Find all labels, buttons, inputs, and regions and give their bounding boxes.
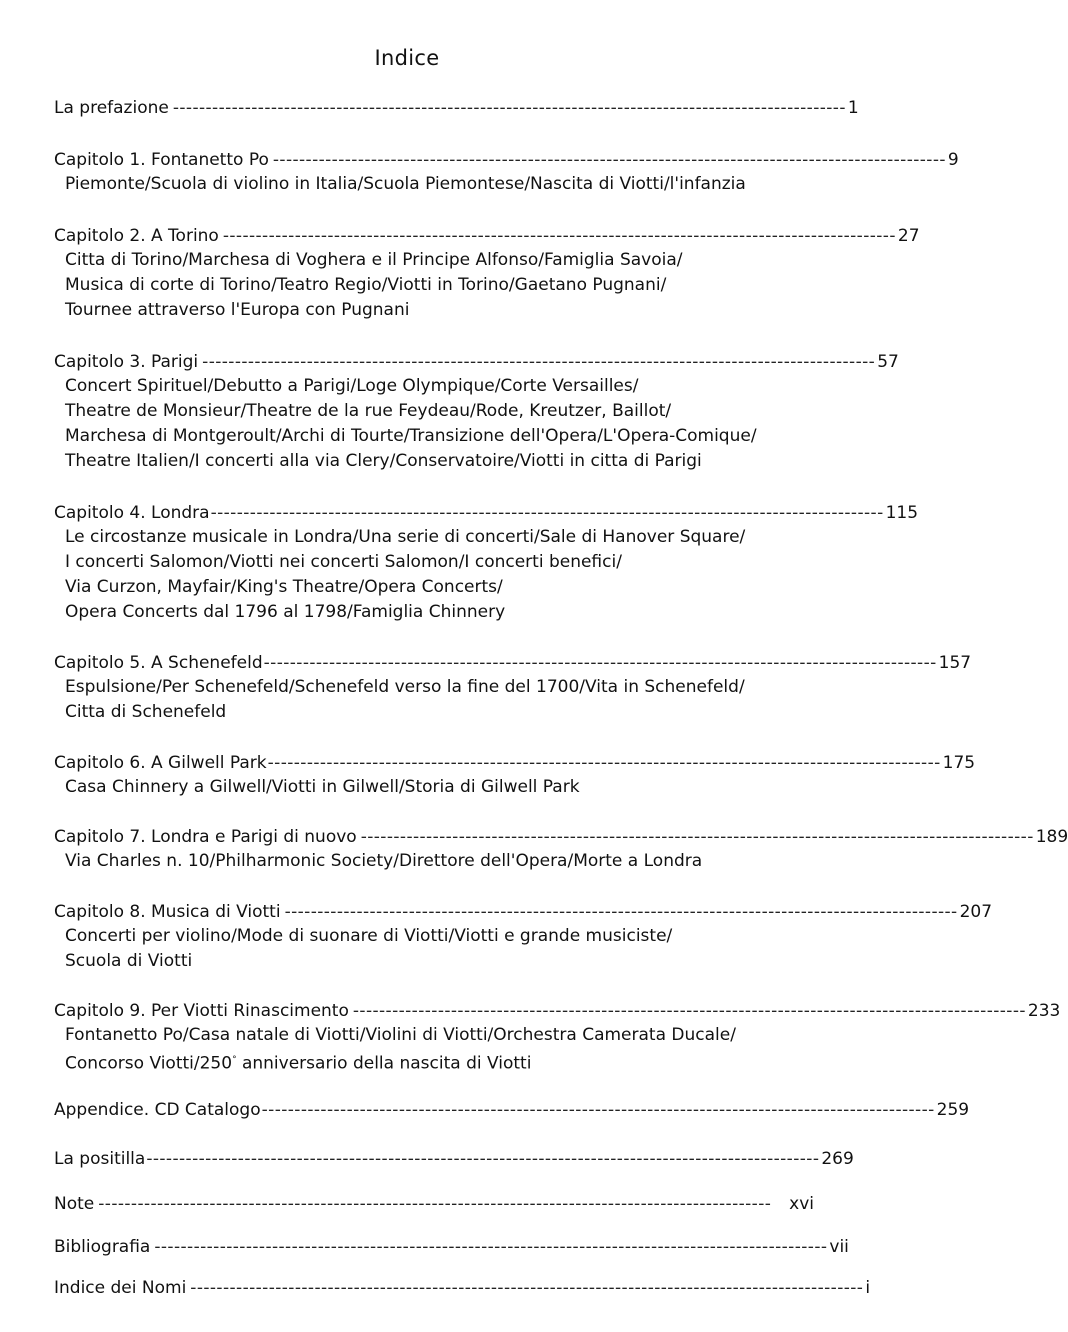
toc-entry-capitolo-7	[54, 825, 1068, 874]
toc-line	[54, 1147, 854, 1171]
dot-leader: -------------------------------------------------------------------------------------------------------	[263, 653, 937, 673]
topic-text: Concorso Viotti/250	[65, 1053, 233, 1074]
toc-page-number: 207	[959, 902, 993, 922]
toc-entry-positilla	[54, 1147, 854, 1171]
toc-topic-line: Concerti per violino/Mode di suonare di Viotti/Viotti e grande musiciste/	[65, 926, 673, 946]
toc-line	[54, 1235, 849, 1259]
toc-line	[54, 751, 976, 775]
toc-topic-line: Espulsione/Per Schenefeld/Schenefeld verso la fine del 1700/Vita in Schenefeld/	[65, 677, 745, 697]
toc-line	[54, 96, 859, 120]
toc-line	[54, 148, 959, 172]
toc-line	[54, 999, 1061, 1023]
toc-page-number: 259	[936, 1100, 970, 1120]
toc-entry-label: Bibliografia	[54, 1237, 151, 1257]
toc-entry-capitolo-6	[54, 751, 976, 800]
toc-entry-capitolo-3	[54, 350, 899, 474]
toc-page-number: 115	[885, 503, 919, 523]
dot-leader: -------------------------------------------------------------------------------------------------------	[261, 1100, 935, 1120]
page-title: Indice	[374, 46, 440, 70]
toc-line	[54, 1276, 871, 1300]
toc-topic-line: Via Curzon, Mayfair/King's Theatre/Opera Concerts/	[65, 577, 503, 597]
toc-entry-capitolo-8	[54, 900, 993, 974]
toc-entry-capitolo-2	[54, 224, 920, 323]
toc-page-number: xvi	[789, 1194, 814, 1214]
toc-topic-line: Piemonte/Scuola di violino in Italia/Scuola Piemontese/Nascita di Viotti/l'infanzia	[65, 174, 746, 194]
toc-entry-label: Capitolo 1. Fontanetto Po	[54, 150, 269, 170]
toc-entry-label: Capitolo 8. Musica di Viotti	[54, 902, 281, 922]
dot-leader: -------------------------------------------------------------------------------------------------------	[360, 827, 1034, 847]
toc-entry-label: Capitolo 9. Per Viotti Rinascimento	[54, 1001, 349, 1021]
toc-page-number: 189	[1035, 827, 1068, 847]
toc-topic-line: Citta di Schenefeld	[65, 702, 227, 722]
toc-topic-line: Concert Spirituel/Debutto a Parigi/Loge Olympique/Corte Versailles/	[65, 376, 639, 396]
toc-topic-line: Via Charles n. 10/Philharmonic Society/Direttore dell'Opera/Morte a Londra	[65, 851, 703, 871]
toc-page-number: 269	[821, 1149, 854, 1169]
toc-page-number: 1	[847, 98, 859, 118]
toc-page-number: 175	[942, 753, 976, 773]
toc-topic-line: Tournee attraverso l'Europa con Pugnani	[65, 300, 410, 320]
dot-leader: -------------------------------------------------------------------------------------------------------	[284, 902, 958, 922]
dot-leader: -------------------------------------------------------------------------------------------------------	[272, 150, 946, 170]
dot-leader: -------------------------------------------------------------------------------------------------------	[154, 1237, 828, 1257]
toc-entry-label: Capitolo 3. Parigi	[54, 352, 199, 372]
toc-topic-line: Theatre Italien/I concerti alla via Clery/Conservatoire/Viotti in citta di Parigi	[65, 451, 702, 471]
toc-entry-label: Capitolo 5. A Schenefeld	[54, 653, 263, 673]
toc-entry-label: Appendice. CD Catalogo	[54, 1100, 261, 1120]
toc-line	[54, 224, 920, 248]
toc-topic-line: Le circostanze musicale in Londra/Una serie di concerti/Sale di Hanover Square/	[65, 527, 746, 547]
toc-entry-label: Note	[54, 1194, 95, 1214]
toc-entry-appendice	[54, 1098, 970, 1122]
toc-entry-label: La prefazione	[54, 98, 169, 118]
dot-leader: -------------------------------------------------------------------------------------------------------	[202, 352, 876, 372]
dot-leader: -------------------------------------------------------------------------------------------------------	[210, 503, 884, 523]
toc-topic-line: I concerti Salomon/Viotti nei concerti Salomon/I concerti benefici/	[65, 552, 622, 572]
toc-line	[54, 651, 972, 675]
toc-entry-label: Capitolo 7. Londra e Parigi di nuovo	[54, 827, 357, 847]
toc-entry-bibliografia	[54, 1235, 849, 1259]
toc-line	[54, 900, 993, 924]
toc-topic-line: Scuola di Viotti	[65, 951, 193, 971]
toc-line	[54, 1098, 970, 1122]
toc-entry-label: La positilla	[54, 1149, 146, 1169]
dot-leader: -------------------------------------------------------------------------------------------------------	[146, 1149, 820, 1169]
toc-topic-line: Citta di Torino/Marchesa di Voghera e il Principe Alfonso/Famiglia Savoia/	[65, 250, 683, 270]
toc-topic-line: Casa Chinnery a Gilwell/Viotti in Gilwell/Storia di Gilwell Park	[65, 777, 580, 797]
dot-leader: -------------------------------------------------------------------------------------------------------	[222, 226, 896, 246]
toc-line	[54, 501, 919, 525]
toc-page-number: 157	[938, 653, 972, 673]
toc-topic-line: Marchesa di Montgeroult/Archi di Tourte/Transizione dell'Opera/L'Opera-Comique/	[65, 426, 757, 446]
toc-entry-capitolo-5	[54, 651, 972, 725]
toc-page-number: 27	[897, 226, 920, 246]
toc-page-number: 233	[1027, 1001, 1061, 1021]
toc-topic-line	[65, 1048, 814, 1077]
toc-entry-label: Indice dei Nomi	[54, 1278, 187, 1298]
toc-entry-note	[54, 1192, 814, 1216]
dot-leader: -------------------------------------------------------------------------------------------------------	[172, 98, 846, 118]
toc-line	[54, 350, 899, 374]
toc-entry-label: Capitolo 6. A Gilwell Park	[54, 753, 267, 773]
toc-topic-line: Opera Concerts dal 1796 al 1798/Famiglia Chinnery	[65, 602, 506, 622]
toc-entry-capitolo-9	[54, 999, 1061, 1077]
toc-page-number: vii	[829, 1237, 849, 1257]
toc-topic-line: Fontanetto Po/Casa natale di Viotti/Violini di Viotti/Orchestra Camerata Ducale/	[65, 1025, 736, 1045]
toc-line	[54, 1192, 814, 1216]
toc-entry-label: Capitolo 2. A Torino	[54, 226, 219, 246]
toc-entry-label: Capitolo 4. Londra	[54, 503, 210, 523]
toc-entry-capitolo-4	[54, 501, 919, 625]
dot-leader: -------------------------------------------------------------------------------------------------------	[190, 1278, 864, 1298]
toc-page-number: i	[865, 1278, 871, 1298]
dot-leader: -------------------------------------------------------------------------------------------------------	[352, 1001, 1026, 1021]
topic-text: anniversario della nascita di Viotti	[236, 1053, 532, 1074]
toc-line	[54, 825, 1068, 849]
toc-page-number: 9	[947, 150, 959, 170]
toc-entry-prefazione	[54, 96, 859, 120]
dot-leader: -------------------------------------------------------------------------------------------------------	[267, 753, 941, 773]
degree-superscript: °	[232, 1055, 237, 1065]
toc-entry-capitolo-1	[54, 148, 959, 197]
toc-entry-indice-dei-nomi	[54, 1276, 871, 1300]
toc-page-number: 57	[877, 352, 899, 372]
dot-leader: -------------------------------------------------------------------------------------------------------	[98, 1194, 772, 1214]
toc-topic-line: Theatre de Monsieur/Theatre de la rue Feydeau/Rode, Kreutzer, Baillot/	[65, 401, 672, 421]
toc-topic-line: Musica di corte di Torino/Teatro Regio/Viotti in Torino/Gaetano Pugnani/	[65, 275, 667, 295]
